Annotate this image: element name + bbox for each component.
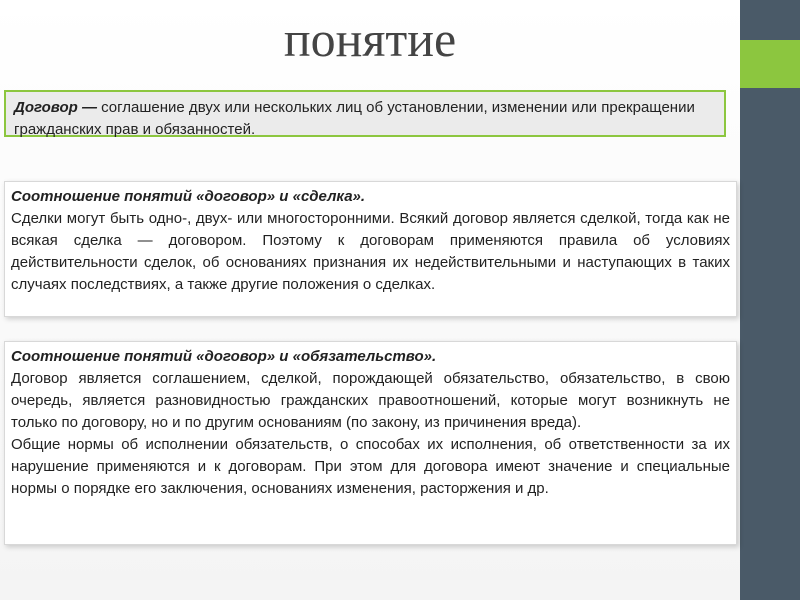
section-deal-heading: Соотношение понятий «договор» и «сделка». [11,188,366,205]
section-obligation-para2: Общие нормы об исполнении обязательств, о способах их исполнения, об ответственности за их нарушение применяются и к договорам. При этом для договора имеют значение и специальные нормы о порядке его заключения, основаниях изменения, расторжения и др. [11,436,730,497]
section-obligation-para1: Договор является соглашением, сделкой, порождающей обязательство, обязательство, в свою очередь, является разновидностью гражданских правоотношений, которые могут возникнуть не только по договору, но и по другим основаниям (по закону, из причинения вреда). [11,370,730,431]
definition-text: соглашение двух или нескольких лиц об установлении, изменении или прекращении гражданских прав и обязанностей. [14,99,695,138]
definition-box [4,90,726,137]
section-deal-body: Сделки могут быть одно-, двух- или многосторонними. Всякий договор является сделкой, тогда как не всякая сделка — договором. Поэтому к договорам применяются правила об условиях действительности сделок, об основаниях признания их недействительными и наступающих в таких случаях последствиях, а также другие положения о сделках. [11,210,730,293]
section-deal-box [4,181,737,317]
section-obligation-heading: Соотношение понятий «договор» и «обязательство». [11,348,437,365]
definition-term: Договор — [14,99,102,116]
section-obligation-box [4,341,737,545]
side-accent [740,40,800,88]
slide-title: понятие [283,11,457,67]
side-bar [740,0,800,600]
